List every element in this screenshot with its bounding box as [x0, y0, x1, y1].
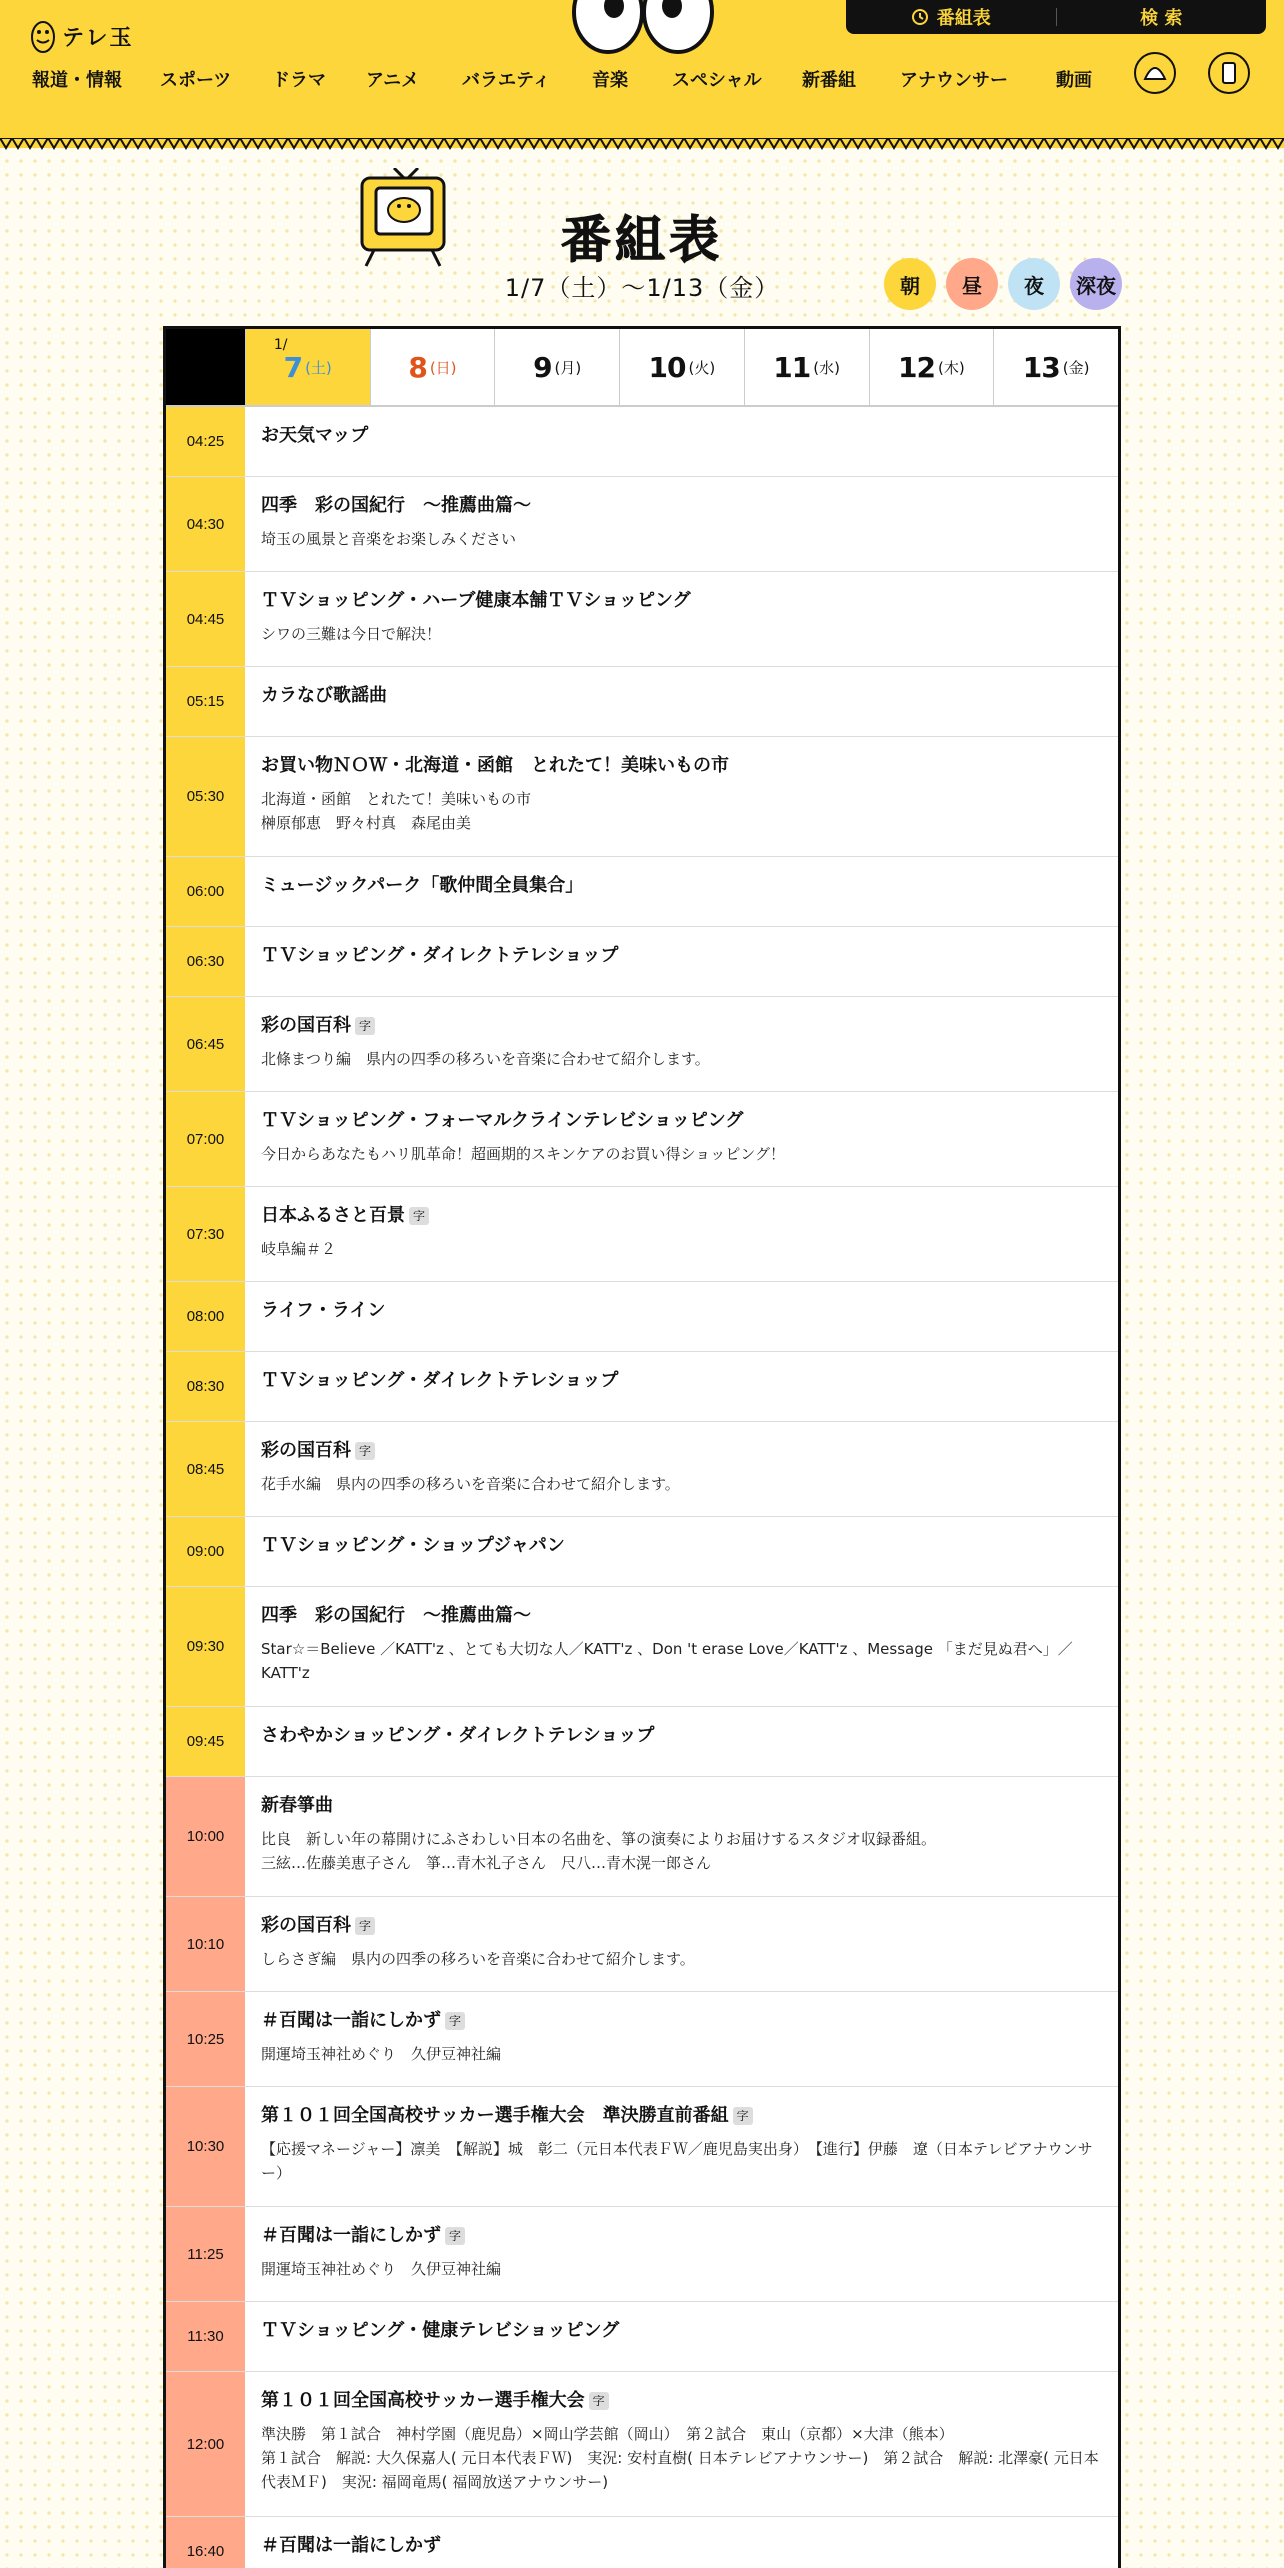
program-time: 08:00: [166, 1282, 245, 1351]
main-nav: [0, 64, 1284, 98]
program-description-line: 北海道・函館 とれたて！美味いもの市: [261, 790, 532, 808]
program-title[interactable]: [261, 1793, 1102, 1819]
program-title-text: ＃百聞は一詣にしかず: [261, 2010, 441, 2031]
day-of-week: (水): [813, 358, 840, 377]
program-info: [245, 667, 1118, 736]
day-of-week: (土): [305, 358, 332, 377]
program-title[interactable]: [261, 1438, 1102, 1464]
subtitle-badge: 字: [733, 2107, 753, 2125]
day-number: 10: [648, 350, 686, 384]
program-description-line: 埼玉の風景と音楽をお楽しみください: [261, 530, 517, 548]
logo-text: テレ玉: [62, 25, 134, 51]
telettama-park-badge[interactable]: [1208, 52, 1250, 94]
program-title-text: ミュージックパーク「歌仲間全員集合」: [261, 875, 584, 896]
program-title-text: 新春箏曲: [261, 1795, 333, 1816]
top-utility-bar: [846, 0, 1266, 34]
program-title-text: ＴＶショッピング・健康テレビショッピング: [261, 2320, 620, 2341]
program-row[interactable]: [166, 997, 1118, 1092]
program-title[interactable]: [261, 588, 1102, 614]
day-tab[interactable]: [370, 329, 495, 405]
program-time: 07:00: [166, 1092, 245, 1186]
program-info: [245, 997, 1118, 1091]
program-title-text: 第１０１回全国高校サッカー選手権大会 準決勝直前番組: [261, 2105, 729, 2126]
program-description: [261, 1827, 1102, 1875]
program-row[interactable]: [166, 667, 1118, 737]
program-row[interactable]: [166, 1777, 1118, 1897]
program-title-text: 四季 彩の国紀行 ～推薦曲篇～: [261, 495, 531, 516]
program-title-text: ＃百聞は一詣にしかず: [261, 2225, 441, 2246]
program-title-text: 四季 彩の国紀行 ～推薦曲篇～: [261, 1605, 531, 1626]
program-title[interactable]: [261, 753, 1102, 779]
program-title-text: カラなび歌謡曲: [261, 685, 387, 706]
program-title-text: ＴＶショッピング・ダイレクトテレショップ: [261, 1370, 619, 1391]
program-title-text: ライフ・ライン: [261, 1300, 386, 1321]
day-month: 1/: [273, 337, 288, 353]
program-title[interactable]: [261, 2103, 1102, 2129]
day-tab[interactable]: [993, 329, 1118, 405]
program-row[interactable]: [166, 1422, 1118, 1517]
program-title[interactable]: [261, 1913, 1102, 1939]
subtitle-badge: 字: [355, 1017, 375, 1035]
program-description: [261, 1472, 1102, 1496]
program-title[interactable]: [261, 1298, 1102, 1324]
program-description-line: 北條まつり編 県内の四季の移ろいを音楽に合わせて紹介します。: [261, 1050, 710, 1068]
program-title-text: ＴＶショッピング・ハーブ健康本舗ＴＶショッピング: [261, 590, 691, 611]
program-row[interactable]: [166, 1092, 1118, 1187]
program-time: 04:45: [166, 572, 245, 666]
program-time: 08:45: [166, 1422, 245, 1516]
program-description-line: Star☆＝Believe ／KATT'z 、とても大切な人／KATT'z 、Don 't erase Love／KATT'z 、Message 「まだ見ぬ君へ」／KATT'z: [261, 1640, 1073, 1682]
program-description-line: 準決勝 第１試合 神村学園（鹿児島）×岡山学芸館（岡山） 第２試合 東山（京都）×大津（熊本）: [261, 2425, 954, 2443]
program-info: [245, 2302, 1118, 2371]
program-info: [245, 737, 1118, 856]
program-time: 05:15: [166, 667, 245, 736]
program-row[interactable]: [166, 477, 1118, 572]
program-time: 10:25: [166, 1992, 245, 2086]
program-info: [245, 1777, 1118, 1896]
day-tab[interactable]: [619, 329, 744, 405]
program-info: [245, 857, 1118, 926]
program-description-line: 開運埼玉神社めぐり 久伊豆神社編: [261, 2045, 502, 2063]
program-title[interactable]: [261, 683, 1102, 709]
program-description: [261, 1142, 1102, 1166]
day-of-week: (日): [429, 358, 457, 377]
program-info: [245, 407, 1118, 476]
program-time: 12:00: [166, 2372, 245, 2516]
clock-icon: [911, 8, 929, 26]
program-description-line: 岐阜編＃２: [261, 1240, 337, 1258]
program-time: 16:40: [166, 2517, 245, 2568]
program-row[interactable]: [166, 2372, 1118, 2517]
program-description: [261, 1637, 1102, 1685]
program-time: 09:30: [166, 1587, 245, 1706]
subtitle-badge: 字: [355, 1917, 375, 1935]
time-of-day-button[interactable]: 夜: [1008, 258, 1060, 310]
day-number: 11: [773, 350, 811, 384]
day-of-week: (木): [937, 358, 965, 377]
nav-drama[interactable]: ドラマ: [272, 70, 326, 91]
program-title[interactable]: [261, 873, 1102, 899]
program-time: 11:30: [166, 2302, 245, 2371]
day-number: 12: [898, 350, 935, 384]
program-time: 11:25: [166, 2207, 245, 2301]
program-title-text: 彩の国百科: [261, 1915, 351, 1936]
program-description-line: シワの三難は今日で解決！: [261, 625, 442, 643]
program-info: [245, 1992, 1118, 2086]
program-row[interactable]: [166, 407, 1118, 477]
program-info: [245, 477, 1118, 571]
program-row[interactable]: [166, 1352, 1118, 1422]
time-of-day-button[interactable]: 昼: [946, 258, 998, 310]
program-time: 06:45: [166, 997, 245, 1091]
tv-mascot-icon: [354, 168, 460, 268]
program-description: [261, 2422, 1102, 2494]
site-header: [0, 0, 1284, 148]
program-title[interactable]: [261, 2388, 1102, 2414]
program-time: 06:00: [166, 857, 245, 926]
program-description-line: 花手水編 県内の四季の移ろいを音楽に合わせて紹介します。: [261, 1475, 680, 1493]
program-info: [245, 2087, 1118, 2206]
program-info: [245, 1352, 1118, 1421]
nav-videos[interactable]: 動画: [1056, 70, 1092, 91]
program-description-line: 榊原郁恵 野々村真 森尾由美: [261, 814, 472, 832]
program-info: [245, 2372, 1118, 2516]
program-description-line: 開運埼玉神社めぐり 久伊豆神社編: [261, 2260, 502, 2278]
program-description-line: 三絃…佐藤美恵子さん 箏…青木礼子さん 尺八…青木滉一郎さん: [261, 1854, 712, 1872]
program-title[interactable]: [261, 1533, 1102, 1559]
program-info: [245, 572, 1118, 666]
program-time: 08:30: [166, 1352, 245, 1421]
program-row[interactable]: [166, 2087, 1118, 2207]
program-description-line: 第１試合 解説: 大久保嘉人( 元日本代表ＦＷ) 実況: 安村直樹( 日本テレビアナウンサー) 第２試合 解説: 北澤豪( 元日本代表ＭＦ) 実況: 福岡竜馬( 福岡放送アナウンサー): [261, 2449, 1099, 2491]
program-title[interactable]: [261, 1108, 1102, 1134]
search-label: 検 索: [1140, 8, 1183, 29]
program-title[interactable]: [261, 1723, 1102, 1749]
nav-announcers[interactable]: アナウンサー: [900, 70, 1008, 91]
nav-news[interactable]: 報道・情報: [32, 70, 122, 91]
program-time: 06:30: [166, 927, 245, 996]
program-title-text: ＴＶショッピング・フォーマルクラインテレビショッピング: [261, 1110, 744, 1131]
program-info: [245, 1707, 1118, 1776]
program-time: 09:00: [166, 1517, 245, 1586]
subtitle-badge: 字: [355, 1442, 375, 1460]
program-description: [261, 787, 1102, 835]
program-description-line: しらさぎ編 県内の四季の移ろいを音楽に合わせて紹介します。: [261, 1950, 695, 1968]
day-number: 13: [1022, 350, 1060, 384]
phone-icon: [1220, 61, 1238, 85]
program-description: [261, 1047, 1102, 1071]
program-info: [245, 1092, 1118, 1186]
day-header-corner: [166, 329, 245, 405]
program-description: [261, 2042, 1102, 2066]
program-title-text: 第１０１回全国高校サッカー選手権大会: [261, 2390, 585, 2411]
date-range: 1/7（土）〜1/13（金）: [504, 274, 780, 302]
program-title-text: ＃百聞は一詣にしかず: [261, 2535, 441, 2556]
program-title[interactable]: [261, 2318, 1102, 2344]
nav-new-programs[interactable]: 新番組: [802, 70, 856, 91]
program-description-line: 今日からあなたもハリ肌革命！超画期的スキンケアのお買い得ショッピング！: [261, 1145, 785, 1163]
day-of-week: (火): [688, 358, 716, 377]
nav-special[interactable]: スペシャル: [672, 70, 762, 91]
program-row[interactable]: [166, 1517, 1118, 1587]
program-title-text: 彩の国百科: [261, 1440, 351, 1461]
program-title-text: お買い物ＮＯＷ・北海道・函館 とれたて！美味いもの市: [261, 755, 729, 776]
program-title[interactable]: [261, 2533, 1102, 2559]
nav-sports[interactable]: スポーツ: [160, 70, 232, 91]
program-row[interactable]: [166, 1187, 1118, 1282]
header-zigzag-edge: [0, 138, 1284, 152]
program-time: 04:25: [166, 407, 245, 476]
nav-anime[interactable]: アニメ: [366, 70, 420, 91]
program-description: [261, 622, 1102, 646]
subtitle-badge: 字: [445, 2227, 465, 2245]
nav-music[interactable]: 音楽: [592, 70, 628, 91]
program-time: 07:30: [166, 1187, 245, 1281]
program-title[interactable]: [261, 2008, 1102, 2034]
mascot-eyes-icon: [568, 0, 718, 64]
program-info: [245, 1187, 1118, 1281]
day-tabs: [166, 329, 1118, 407]
program-info: [245, 1422, 1118, 1516]
program-title[interactable]: [261, 1368, 1102, 1394]
program-time: 10:10: [166, 1897, 245, 1991]
program-time: 05:30: [166, 737, 245, 856]
mascot-logo-icon: [30, 17, 56, 55]
nav-variety[interactable]: バラエティ: [462, 70, 551, 91]
program-time: 10:30: [166, 2087, 245, 2206]
program-list: [166, 407, 1118, 2568]
program-time: 10:00: [166, 1777, 245, 1896]
program-row[interactable]: [166, 1897, 1118, 1992]
program-title[interactable]: [261, 493, 1102, 519]
program-time: 04:30: [166, 477, 245, 571]
program-row[interactable]: [166, 1992, 1118, 2087]
program-guide-label: 番組表: [936, 8, 991, 29]
subtitle-badge: 字: [409, 1207, 429, 1225]
day-number: 8: [408, 350, 427, 384]
page-title: 番組表: [561, 211, 723, 269]
program-info: [245, 1517, 1118, 1586]
day-number: 7: [283, 350, 303, 384]
program-description: [261, 1237, 1102, 1261]
program-title-text: 日本ふるさと百景: [261, 1205, 405, 1226]
program-title-text: ＴＶショッピング・ショップジャパン: [261, 1535, 565, 1556]
program-title-text: ＴＶショッピング・ダイレクトテレショップ: [261, 945, 619, 966]
site-logo[interactable]: [30, 16, 134, 56]
day-tab[interactable]: [245, 329, 370, 405]
day-of-week: (金): [1062, 358, 1090, 377]
subtitle-badge: 字: [445, 2012, 465, 2030]
program-description: [261, 527, 1102, 551]
program-title[interactable]: [261, 1203, 1102, 1229]
program-description: [261, 2137, 1102, 2185]
program-description-line: 比良 新しい年の幕開けにふさわしい日本の名曲を、箏の演奏によりお届けするスタジオ収録番組。: [261, 1830, 937, 1848]
program-info: [245, 1587, 1118, 1706]
program-guide-link[interactable]: [846, 4, 1056, 30]
program-row[interactable]: [166, 927, 1118, 997]
program-row[interactable]: [166, 2517, 1118, 2568]
day-tab[interactable]: [869, 329, 994, 405]
program-info: [245, 927, 1118, 996]
juku-hat-icon: [1143, 63, 1167, 83]
program-row[interactable]: [166, 572, 1118, 667]
time-of-day-button[interactable]: 朝: [884, 258, 936, 310]
program-info: [245, 1897, 1118, 1991]
day-tab[interactable]: [494, 329, 619, 405]
program-row[interactable]: [166, 2207, 1118, 2302]
program-row[interactable]: [166, 1587, 1118, 1707]
program-description-line: 【応援マネージャー】凛美 【解説】城 彰二（元日本代表ＦＷ／鹿児島実出身） 【進行】伊藤 遼（日本テレビアナウンサー）: [261, 2140, 1093, 2182]
schedule-table: [163, 326, 1121, 2568]
time-of-day-selector: [884, 258, 1122, 310]
program-title-text: さわやかショッピング・ダイレクトテレショップ: [261, 1725, 655, 1746]
telettama-juku-badge[interactable]: [1134, 52, 1176, 94]
program-description: [261, 1947, 1102, 1971]
program-title[interactable]: [261, 2223, 1102, 2249]
program-description: [261, 2257, 1102, 2281]
search-button[interactable]: [1057, 4, 1267, 30]
program-row[interactable]: [166, 1282, 1118, 1352]
subtitle-badge: 字: [589, 2392, 609, 2410]
program-row[interactable]: [166, 2302, 1118, 2372]
day-number: 9: [533, 350, 552, 384]
program-row[interactable]: [166, 1707, 1118, 1777]
program-info: [245, 1282, 1118, 1351]
program-title-text: 彩の国百科: [261, 1015, 351, 1036]
program-row[interactable]: [166, 857, 1118, 927]
time-of-day-button[interactable]: 深夜: [1070, 258, 1122, 310]
program-title[interactable]: [261, 1603, 1102, 1629]
program-title[interactable]: [261, 423, 1102, 449]
day-tab[interactable]: [744, 329, 869, 405]
program-title-text: お天気マップ: [261, 425, 369, 446]
program-title[interactable]: [261, 1013, 1102, 1039]
program-info: [245, 2517, 1118, 2568]
program-row[interactable]: [166, 737, 1118, 857]
program-title[interactable]: [261, 943, 1102, 969]
program-info: [245, 2207, 1118, 2301]
day-of-week: (月): [554, 358, 582, 377]
program-time: 09:45: [166, 1707, 245, 1776]
